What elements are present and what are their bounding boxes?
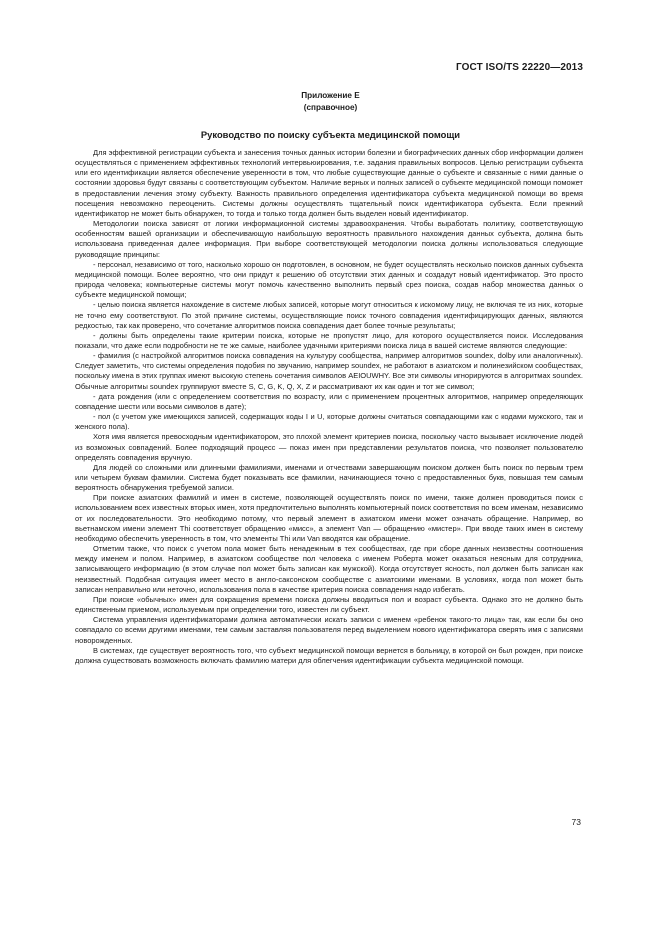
list-item: - фамилия (с настройкой алгоритмов поиска совпадения на культуру сообщества, например алгоритмов soundex, dolby или аналогичных). Следует заметить, что системы определения подобия по звучанию, например soundex, не работают в азиатском и полинезийском сообществах, поскольку имена в этих группах имеют высокую степень сочетания символов AEIOUWHY. Все эти символы игнорируются в алгоритмах soundex. Обычные алгоритмы soundex группируют вместе S, C, G, K, Q, X, Z и рассматривают их как один и тот же символ;	[75, 351, 583, 391]
standard-code: ГОСТ ISO/TS 22220—2013	[456, 62, 583, 73]
paragraph: Отметим также, что поиск с учетом пола может быть ненадежным в тех сообществах, где при сборе данных неизвестны соотношения между именем и полом. Например, в азиатском сообществе пол человека с именем Роберта может оказаться неясным для сотрудника, записывающего информацию (в этом случае пол может быть записан как мужской). Когда отсутствует ясность, пол должен быть записан как неизвестный. Подобная ситуация имеет место в англо-саксонском сообществе с азиатскими именами. В условиях, когда пол может быть записан неправильно или неточно, использования пола в качестве критерия поиска совпадения надо избегать.	[75, 544, 583, 594]
paragraph: При поиске «обычных» имен для сокращения времени поиска должны вводиться пол и возраст субъекта. Однако это не должно быть единственным приемом, используемым при определении того, известен ли субъект.	[75, 594, 583, 615]
paragraph: Хотя имя является превосходным идентификатором, это плохой элемент критериев поиска, поскольку часто вызывает исключение людей из возможных совпадений. Более подходящий процесс — показ имен при представлении результатов поиска, что позволяет пользователю определять совпадения вручную.	[75, 432, 583, 462]
paragraph: Методологии поиска зависят от логики информационной системы здравоохранения. Чтобы выработать политику, соответствующую особенностям вашей организации и обеспечивающую наибольшую вероятность правильного нахождения данных субъекта, должна быть использована приведенная далее информация. При выборе соответствующей методологии поиска должны использоваться следующие руководящие принципы:	[75, 219, 583, 259]
annex-subtitle: (справочное)	[303, 103, 358, 112]
document-body	[75, 148, 583, 666]
document-title: Руководство по поиску субъекта медицинской помощи	[200, 129, 461, 140]
list-item: - целью поиска является нахождение в системе любых записей, которые могут относиться к искомому лицу, не включая те из них, которые не точно ему соответствуют. По этой причине системы, осуществляющие поиск точного совпадения идентифицирующих данных, являются редкостью, так как проверено, что сочетание алгоритмов поиска совпадения дает более точные результаты;	[75, 300, 583, 330]
paragraph: В системах, где существует вероятность того, что субъект медицинской помощи вернется в больницу, в которой он был рожден, при поиске должна существовать возможность включать фамилию матери для облегчения идентификации субъекта медицинской помощи.	[75, 645, 583, 665]
annex-title: Приложение Е	[301, 91, 360, 100]
paragraph: При поиске азиатских фамилий и имен в системе, позволяющей осуществлять поиск по имени, также должен проводиться поиск с использованием всех известных вторых имен, хотя предпочтительно выполнять компьютерный поиск соответствия по всем именам, независимо от их последовательности. Это необходимо потому, что первый элемент в азиатском имени может означать обращение. Например, во вьетнамском имени элемент Thi соответствует обращению «мисс», а элемент Van — обращению «мистер». При вводе таких имен в систему необходимо обеспечить уверенность в том, что элементы Thi или Van вводятся как обращение.	[75, 493, 583, 543]
list-item: - персонал, независимо от того, насколько хорошо он подготовлен, в основном, не будет осуществлять несколько поисков данных субъекта медицинской помощи. Более вероятно, что они придут к решению об отсутствии этих данных и создадут новый идентификатор. Это просто природа человека; компьютерные системы могут помочь качественно выполнить первый срез поиска, создав набор множества данных о субъекте медицинской помощи;	[75, 259, 583, 300]
list-item: - должны быть определены такие критерии поиска, которые не пропустят лицо, для которого осуществляется поиск. Исследования показали, что даже если подробности не те же самые, наиболее удачными критериями поиска лица в вашей системе являются следующие:	[75, 330, 583, 350]
paragraph: Система управления идентификаторами должна автоматически искать записи с именем «ребенок такого-то лица» так, как если бы оно совпадало со всеми другими именами, тем самым заставляя пользователя перед выделением нового идентификатора сверять имя с записями новорожденных.	[75, 615, 583, 645]
paragraph: Для эффективной регистрации субъекта и занесения точных данных истории болезни и биографических данных сбор информации должен осуществляться с применением эффективных технологий интервьюирования, т.е. задания правильных вопросов. Целью регистрации субъекта или его идентификации является обеспечение уверенности в том, что любые существующие данные о субъекте и связанные с ними данные о состоянии здоровья будут связаны с соответствующим субъектом. Наличие верных и полных записей о субъекте медицинской помощи поможет в предоставлении лечения этому субъекту. Важность правильного определения идентификатора субъекта медицинской помощи во время посещения невозможно переоценить. Системы должны осуществлять тщательный поиск идентификатора субъекта. Если прежний идентификатор не может быть обнаружен, то тогда и только тогда должен быть выделен новый идентификатор.	[75, 148, 583, 218]
list-item: - пол (с учетом уже имеющихся записей, содержащих коды I и U, которые должны считаться совпадающими как с кодами мужского, так и женского пола).	[75, 412, 583, 432]
page-number: 73	[571, 817, 581, 827]
paragraph: Для людей со сложными или длинными фамилиями, именами и отчествами завершающим поиском должен быть поиск по первым трем или четырем буквам фамилии. Система будет показывать все фамилии, начинающиеся точно с предоставленных букв, повышая тем самым вероятность обнаружения требуемой записи.	[75, 462, 583, 493]
list-item: - дата рождения (или с определением соответствия по возрасту, или с применением процентных алгоритмов, например определяющих совпадение шести или восьми символов в дате);	[75, 391, 583, 411]
